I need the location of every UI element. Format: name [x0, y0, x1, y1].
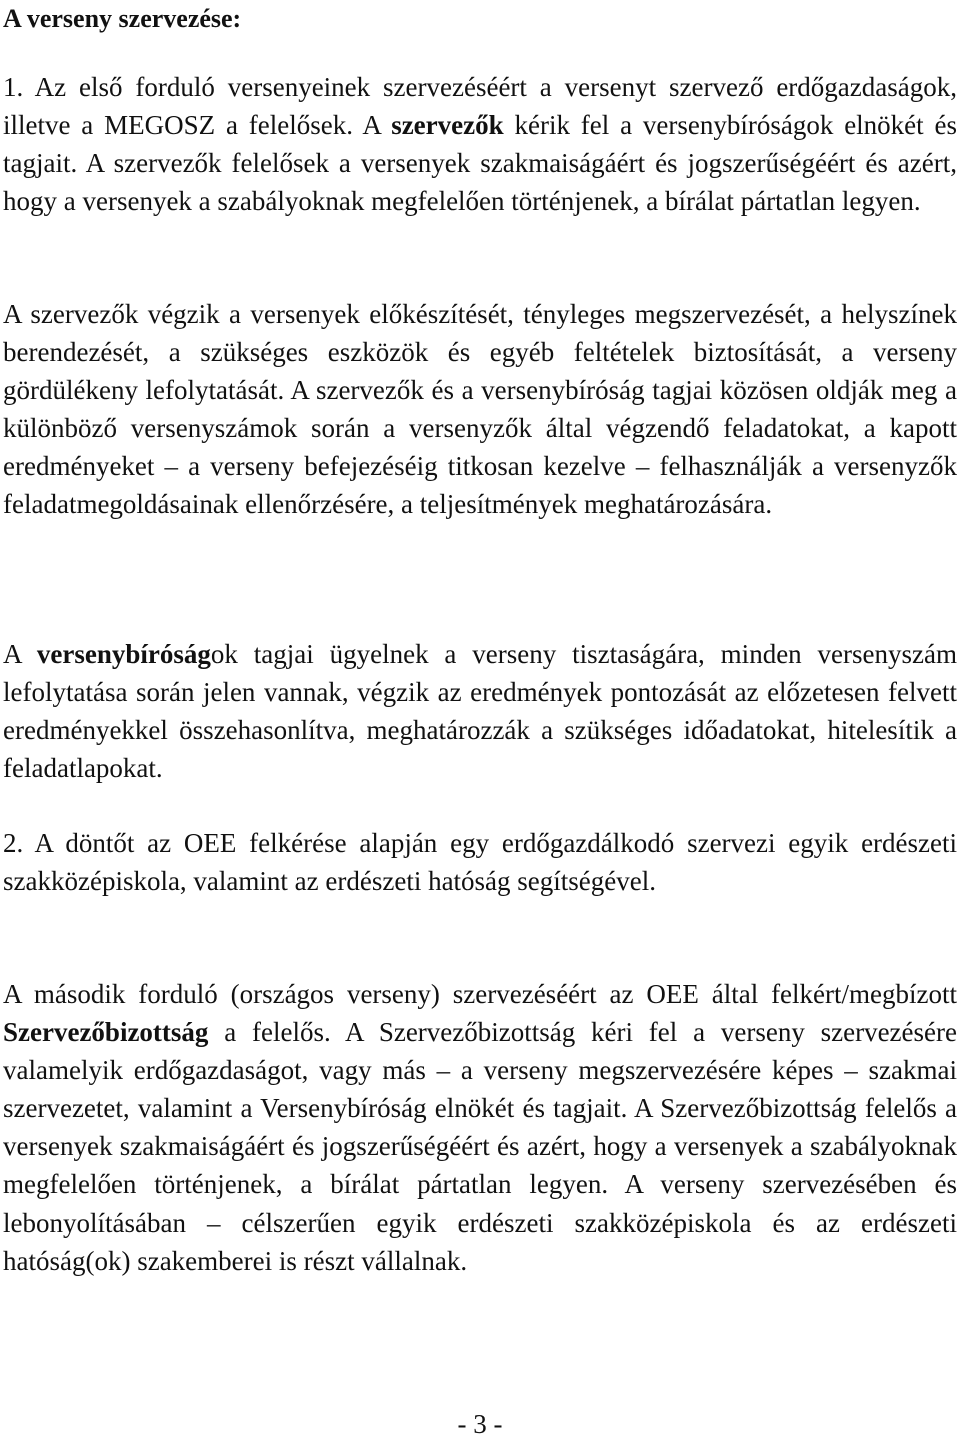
paragraph-text: A: [3, 639, 37, 669]
bold-term-organizing-committee: Szervezőbizottság: [3, 1017, 209, 1048]
section-heading: A verseny szervezése:: [3, 4, 242, 33]
paragraph-organizer-duties: A szervezők végzik a versenyek előkészítését, tényleges megszervezését, a helyszínek berendezését, a szükséges eszközök és egyéb feltételek biztosítását, a verseny gördülékeny lefolytatását. A szervezők és a versenybíróság tagjai közösen oldják meg a különböző versenyszámok során a versenyzők által végzendő feladatokat, a kapott eredményeket – a verseny befejezéséig titkosan kezelve – felhasználják a versenyzők feladatmegoldásainak ellenőrzésére, a teljesítmények meghatározására.: [3, 299, 957, 520]
bold-term-organizers: szervezők: [391, 110, 504, 141]
bold-term-jury: versenybíróság: [36, 639, 211, 669]
paragraph-text: 1. Az első forduló versenyeinek szervezéséért a versenyt szervező erdőgazdaságok, illetve a MEGOSZ a felelősek. A: [3, 72, 957, 141]
paragraph-text: a felelős. A Szervezőbizottság kéri fel a verseny szervezésére valamelyik erdőgazdaságot, vagy más – a verseny megszervezésére képes – szakmai szervezetet, valamint a Versenybíróság elnökét és tagjait. A Szervezőbizottság felelős a versenyek szakmaiságáért és jogszerűségéért és azért, hogy a versenyek a szabályoknak megfelelően történjenek, a bírálat pártatlan legyen. A verseny szervezésében és lebonyolításában – célszerűen egyik erdészeti szakközépiskola és az erdészeti hatóság(ok) szakemberei is részt vállalnak.: [3, 1017, 957, 1276]
page-number: - 3 -: [457, 1409, 503, 1439]
paragraph-final-round: 2. A döntőt az OEE felkérése alapján egy erdőgazdálkodó szervezi egyik erdészeti szakközépiskola, valamint az erdészeti hatóság segítségével.: [3, 828, 957, 897]
paragraph-text: ok tagjai ügyelnek a verseny tisztaságára, minden versenyszám lefolytatása során jelen vannak, végzik az eredmények pontozását az előzetesen felvett eredményekkel összehasonlítva, meghatározzák a szükséges időadatokat, hitelesítik a feladatlapokat.: [3, 639, 957, 784]
paragraph-text: kérik fel a versenybíróságok elnökét és tagjait. A szervezők felelősek a versenyek szakmaiságáért és jogszerűségéért és azért, hogy a versenyek a szabályoknak megfelelően történjenek, a bírálat pártatlan legyen.: [3, 110, 957, 217]
paragraph-jury-duties: [3, 635, 957, 787]
paragraph-text: A második forduló (országos verseny) szervezéséért az OEE által felkért/megbízott: [3, 979, 957, 1009]
paragraph-second-round: [3, 975, 957, 1280]
paragraph-first-round-organizers: [3, 68, 957, 220]
